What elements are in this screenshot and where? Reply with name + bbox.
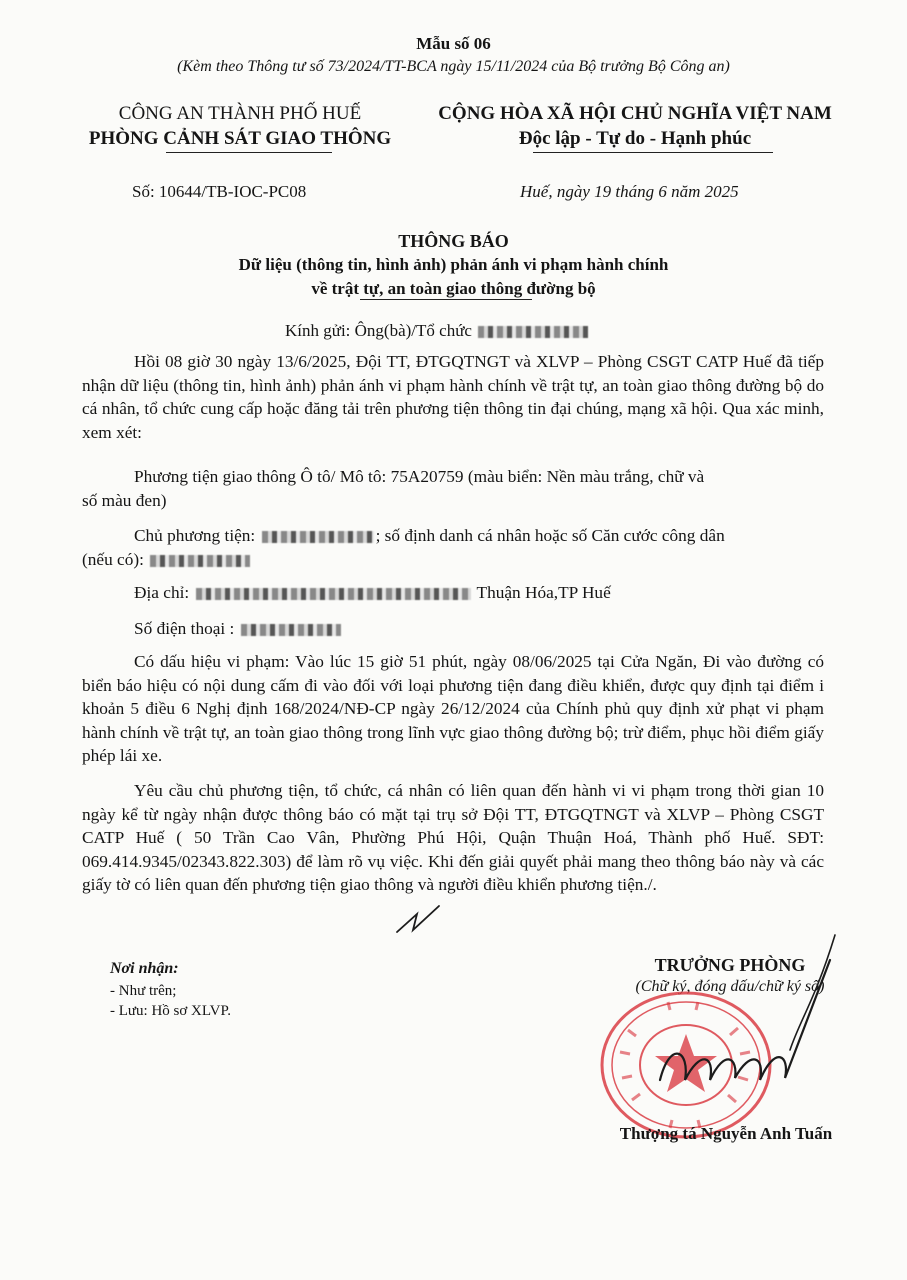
vehicle-line2: số màu đen) bbox=[82, 491, 167, 510]
request-paragraph bbox=[82, 779, 824, 897]
violation-text: Có dấu hiệu vi phạm: Vào lúc 15 giờ 51 phút, ngày 08/06/2025 tại Cửa Ngăn, Đi vào đường có biển báo hiệu có nội dung cấm đi vào đối với loại phương tiện đang điều khiển, được quy định tại điểm i khoản 5 điều 6 Nghị định 168/2024/NĐ-CP ngày 26/12/2024 của Chính phủ quy định xử phạt vi phạm hành chính về trật tự, an toàn giao thông trong lĩnh vực giao thông đường bộ; trừ điểm, phục hồi điểm giấy phép lái xe. bbox=[82, 652, 824, 765]
agency-underline bbox=[166, 152, 332, 153]
owner-suffix: ; số định danh cá nhân hoặc số Căn cước công dân bbox=[375, 526, 725, 545]
recipients-heading: Nơi nhận: bbox=[110, 960, 179, 977]
redacted-id-number bbox=[150, 555, 250, 567]
redacted-address bbox=[196, 588, 471, 600]
redacted-phone bbox=[241, 624, 341, 636]
motto-underline bbox=[533, 152, 773, 153]
recipient-label: Kính gửi: Ông(bà)/Tổ chức bbox=[285, 321, 472, 340]
phone-label: Số điện thoại : bbox=[134, 619, 235, 638]
document-number: Số: 10644/TB-IOC-PC08 bbox=[132, 182, 307, 201]
agency-name: CÔNG AN THÀNH PHỐ HUẾ bbox=[118, 103, 362, 124]
redacted-recipient bbox=[478, 326, 588, 338]
recipients-item: - Như trên; bbox=[110, 983, 177, 999]
signer-title: TRƯỞNG PHÒNG bbox=[654, 955, 806, 975]
agency-department: PHÒNG CẢNH SÁT GIAO THÔNG bbox=[88, 128, 392, 149]
intro-paragraph bbox=[82, 350, 824, 444]
handwritten-signature bbox=[640, 930, 880, 1130]
recipient-line bbox=[285, 321, 590, 341]
address-suffix: Thuận Hóa,TP Huế bbox=[476, 583, 611, 602]
id-line bbox=[82, 550, 252, 570]
intro-text: Hồi 08 giờ 30 ngày 13/6/2025, Đội TT, ĐTGQTNGT và XLVP – Phòng CSGT CATP Huế đã tiếp nhận dữ liệu (thông tin, hình ảnh) phản ánh vi phạm hành chính về trật tự, an toàn giao thông đường bộ do cá nhân, tổ chức cung cấp hoặc đăng tải trên phương tiện thông tin đại chúng, mạng xã hội. Qua xác minh, xem xét: bbox=[82, 352, 824, 442]
signer-name: Thượng tá Nguyễn Anh Tuấn bbox=[619, 1124, 833, 1143]
address-line bbox=[134, 583, 611, 603]
place-date: Huế, ngày 19 tháng 6 năm 2025 bbox=[520, 182, 739, 201]
form-number: Mẫu số 06 bbox=[416, 34, 491, 53]
id-label: (nếu có): bbox=[82, 550, 144, 569]
redacted-owner-name bbox=[262, 531, 374, 543]
violation-paragraph bbox=[82, 650, 824, 768]
republic-title: CỘNG HÒA XÃ HỘI CHỦ NGHĨA VIỆT NAM bbox=[438, 103, 832, 124]
document-title: THÔNG BÁO bbox=[398, 231, 509, 251]
form-reference: (Kèm theo Thông tư số 73/2024/TT-BCA ngày 15/11/2024 của Bộ trưởng Bộ Công an) bbox=[177, 58, 730, 75]
vehicle-line1: Phương tiện giao thông Ô tô/ Mô tô: 75A20759 (màu biển: Nền màu trắng, chữ và bbox=[134, 467, 705, 486]
document-subtitle-line2: về trật tự, an toàn giao thông đường bộ bbox=[311, 279, 596, 298]
phone-line bbox=[134, 619, 343, 639]
owner-label: Chủ phương tiện: bbox=[134, 526, 256, 545]
republic-motto: Độc lập - Tự do - Hạnh phúc bbox=[518, 128, 752, 149]
address-label: Địa chỉ: bbox=[134, 583, 190, 602]
title-underline bbox=[360, 299, 532, 300]
recipients-item: - Lưu: Hồ sơ XLVP. bbox=[110, 1003, 231, 1019]
owner-line bbox=[134, 526, 725, 546]
request-text: Yêu cầu chủ phương tiện, tổ chức, cá nhân có liên quan đến hành vi vi phạm trong thời gian 10 ngày kể từ ngày nhận được thông báo có mặt tại trụ sở Đội TT, ĐTGQTNGT và XLVP – Phòng CSGT CATP Huế ( 50 Trần Cao Vân, Phường Phú Hội, Quận Thuận Hoá, Thành phố Huế. SĐT: 069.414.9345/02343.822.303) để làm rõ vụ việc. Khi đến giải quyết phải mang theo thông báo này và các giấy tờ có liên quan đến phương tiện giao thông và người điều khiển phương tiện./. bbox=[82, 781, 824, 894]
paragraph-end-mark bbox=[395, 902, 445, 938]
signer-note: (Chữ ký, đóng dấu/chữ ký số) bbox=[635, 978, 825, 995]
document-subtitle-line1: Dữ liệu (thông tin, hình ảnh) phản ánh vi phạm hành chính bbox=[238, 255, 669, 274]
